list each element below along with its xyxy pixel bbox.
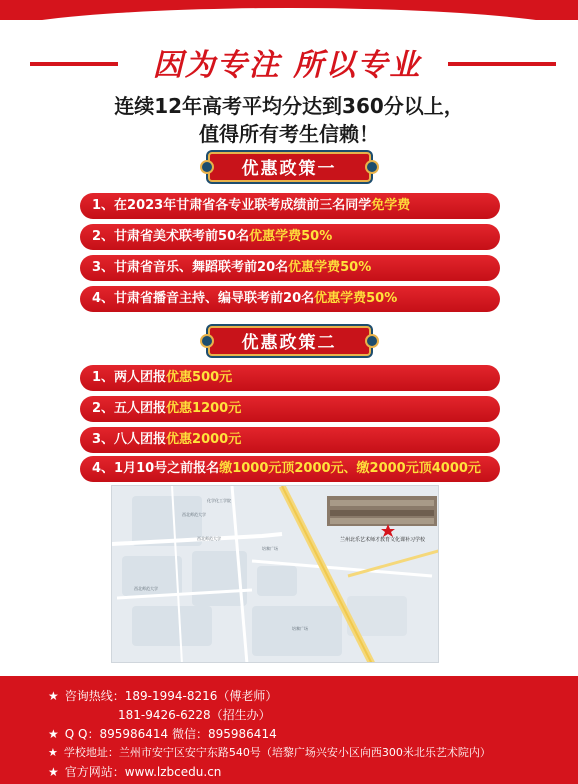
policy-text: 3、甘肃省音乐、舞蹈联考前20名 xyxy=(92,260,289,275)
policy-highlight: 优惠2000元 xyxy=(166,432,242,447)
policy-2-item-3 xyxy=(80,427,500,453)
footer-hotline-row xyxy=(48,687,277,704)
subhead-line-1: 连续12年高考平均分达到360分以上， xyxy=(114,94,464,118)
star-icon: ★ xyxy=(48,727,59,741)
policy-1-item-2 xyxy=(80,224,500,250)
policy-text: 4、1月10号之前报名 xyxy=(92,461,220,476)
section-2-badge xyxy=(208,326,371,356)
footer-website[interactable]: 官方网站：www.lzbcedu.cn xyxy=(64,765,222,779)
headline-text: 因为专注 所以专业 xyxy=(152,48,422,83)
policy-highlight: 缴1000元顶2000元、缴2000元顶4000元 xyxy=(219,461,481,476)
footer-website-row xyxy=(48,763,221,780)
policy-text: 1、两人团报 xyxy=(92,370,167,385)
ornament-icon xyxy=(200,160,214,174)
top-red-band xyxy=(0,0,578,20)
footer-hotline-2-row xyxy=(118,706,271,723)
school-map-label: 兰州北乐艺术师才教育文化课补习学校 xyxy=(340,537,426,543)
policy-2-item-1 xyxy=(80,365,500,391)
map-label: 化学化工学院 xyxy=(207,498,231,503)
ornament-icon xyxy=(365,160,379,174)
policy-highlight: 优惠500元 xyxy=(166,370,233,385)
policy-highlight: 优惠学费50% xyxy=(249,229,333,244)
location-map xyxy=(111,485,439,663)
policy-text: 1、在2023年甘肃省各专业联考成绩前三名同学 xyxy=(92,198,372,213)
policy-highlight: 免学费 xyxy=(371,198,411,213)
section-1-title xyxy=(0,152,578,182)
policy-text: 3、八人团报 xyxy=(92,432,167,447)
headline-rule-right xyxy=(448,62,556,66)
ornament-icon xyxy=(365,334,379,348)
map-label: 西北师范大学 xyxy=(197,536,221,541)
policy-2-item-4 xyxy=(80,456,500,482)
policy-1-item-1 xyxy=(80,193,500,219)
star-icon: ★ xyxy=(48,765,59,779)
policy-1-item-3 xyxy=(80,255,500,281)
footer-qq-wechat: Q Q：895986414 微信：895986414 xyxy=(64,727,277,741)
policy-text: 4、甘肃省播音主持、编导联考前20名 xyxy=(92,291,315,306)
subhead-line-2: 值得所有考生信赖！ xyxy=(199,122,379,146)
policy-text: 2、甘肃省美术联考前50名 xyxy=(92,229,250,244)
policy-highlight: 优惠学费50% xyxy=(288,260,372,275)
map-label: 培黎广场 xyxy=(262,546,278,551)
policy-1-item-4 xyxy=(80,286,500,312)
policy-2-item-2 xyxy=(80,396,500,422)
headline-banner xyxy=(0,40,578,88)
map-label: 培黎广场 xyxy=(292,626,308,631)
footer-hotline: 咨询热线：189-1994-8216（傅老师） xyxy=(64,689,278,703)
policy-highlight: 优惠1200元 xyxy=(166,401,242,416)
policy-text: 2、五人团报 xyxy=(92,401,167,416)
footer-address: 学校地址：兰州市安宁区安宁东路540号（培黎广场兴安小区向西300米北乐艺术院内） xyxy=(63,746,491,759)
footer-hotline-2: 181-9426-6228（招生办） xyxy=(118,708,271,722)
top-arc-decoration xyxy=(0,8,578,38)
map-label: 西北师范大学 xyxy=(182,512,206,517)
star-icon: ★ xyxy=(48,746,58,759)
section-2-title-text: 优惠政策二 xyxy=(241,333,337,353)
ornament-icon xyxy=(200,334,214,348)
headline-rule-left xyxy=(30,62,118,66)
section-1-title-text: 优惠政策一 xyxy=(241,159,337,179)
policy-highlight: 优惠学费50% xyxy=(314,291,398,306)
section-1-badge xyxy=(208,152,371,182)
map-label: 西北师范大学 xyxy=(134,586,158,591)
section-2-title xyxy=(0,326,578,356)
contact-footer xyxy=(0,676,578,784)
star-icon: ★ xyxy=(48,689,59,703)
footer-address-row xyxy=(48,744,491,760)
footer-qq-row xyxy=(48,725,277,742)
map-graphic xyxy=(112,486,439,663)
